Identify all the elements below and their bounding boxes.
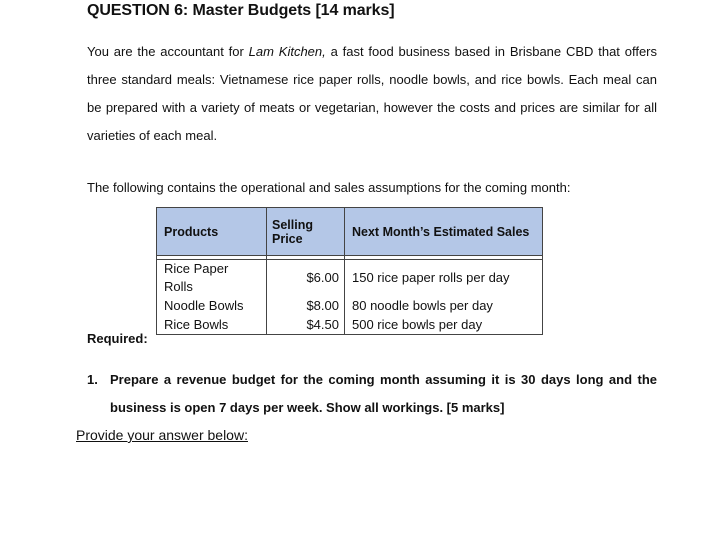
table-row — [157, 260, 543, 297]
sales-cell: 80 noodle bowls per day — [345, 296, 543, 315]
assumptions-intro: The following contains the operational and sales assumptions for the coming month: — [87, 180, 571, 195]
required-label: Required: — [87, 331, 148, 346]
table-row — [157, 315, 543, 335]
table-header-row — [157, 208, 543, 256]
header-products: Products — [157, 208, 267, 256]
table-row — [157, 296, 543, 315]
price-cell: $4.50 — [267, 315, 345, 335]
sales-cell: 500 rice bowls per day — [345, 315, 543, 335]
product-cell: Rice Paper Rolls — [157, 260, 267, 297]
product-cell: Rice Bowls — [157, 315, 267, 335]
sales-cell: 150 rice paper rolls per day — [345, 260, 543, 297]
price-cell: $6.00 — [267, 260, 345, 297]
question-title: QUESTION 6: Master Budgets [14 marks] — [87, 2, 395, 19]
question-item-1 — [87, 366, 657, 422]
answer-prompt: Provide your answer below: — [76, 427, 248, 443]
paragraph-lead: You are the accountant for — [87, 44, 249, 59]
company-name: Lam Kitchen, — [248, 44, 326, 59]
price-cell: $8.00 — [267, 296, 345, 315]
scenario-paragraph — [87, 38, 657, 150]
header-selling-price: Selling Price — [267, 208, 345, 256]
question-text: Prepare a revenue budget for the coming month assuming it is 30 days long and the business is open 7 days per week. Show all workings. [5 marks] — [110, 372, 657, 415]
paragraph-rest: a fast food business based in Brisbane CBD that offers three standard meals: Vietnamese rice paper rolls, noodle bowls, and rice bowls. Each meal can be prepared with a variety of meats or vegetarian, however the costs and prices are similar for all varieties of each meal. — [87, 44, 658, 143]
question-number: 1. — [87, 372, 98, 387]
assumptions-table — [156, 207, 543, 335]
product-cell: Noodle Bowls — [157, 296, 267, 315]
header-estimated-sales: Next Month’s Estimated Sales — [345, 208, 543, 256]
